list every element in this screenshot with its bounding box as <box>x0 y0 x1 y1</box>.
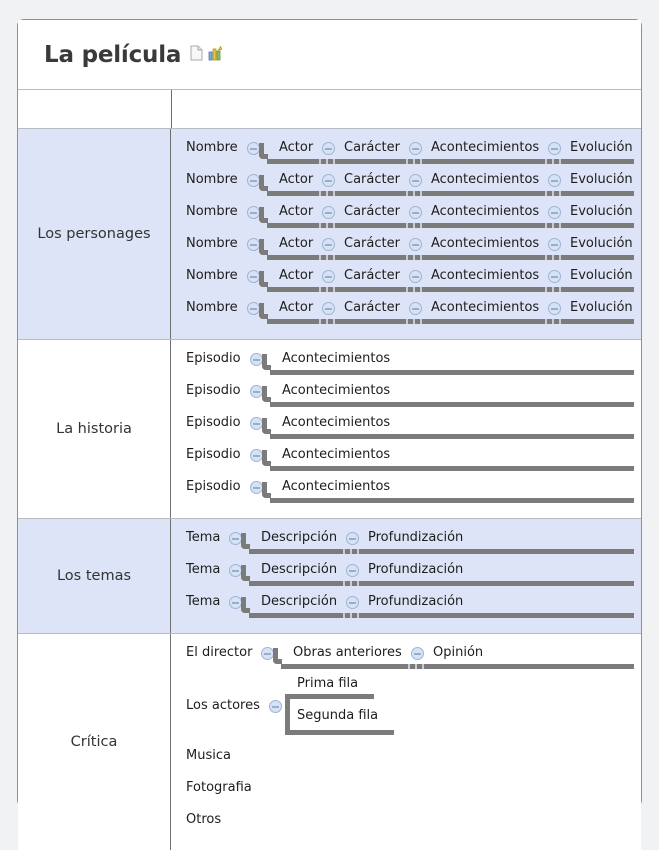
node-label: Nombre <box>186 268 238 283</box>
section-label: Crítica <box>18 634 171 850</box>
bar-segment-gap <box>333 191 335 196</box>
bar-segment-gap <box>350 581 352 586</box>
bar-segment-gap <box>559 159 561 164</box>
section-label: Los personages <box>18 129 171 339</box>
node-row <box>171 171 641 199</box>
node-row <box>171 299 641 327</box>
node-row <box>171 644 641 672</box>
node-label: Opinión <box>433 645 484 660</box>
collapse-toggle-icon[interactable] <box>548 206 561 219</box>
bar-segment-gap <box>559 255 561 260</box>
collapse-toggle-icon[interactable] <box>548 302 561 315</box>
node-label: Tema <box>186 530 221 545</box>
bar-segment-gap <box>559 223 561 228</box>
node-bar <box>267 319 634 324</box>
elbow-connector <box>261 446 273 468</box>
collapse-toggle-icon[interactable] <box>409 206 422 219</box>
node-label: Descripción <box>261 594 338 609</box>
node-label: Nombre <box>186 172 238 187</box>
elbow-connector <box>240 529 252 551</box>
node-bar <box>249 581 634 586</box>
node-row <box>171 203 641 231</box>
elbow-connector <box>272 644 284 666</box>
node-label: Tema <box>186 562 221 577</box>
section-list <box>18 129 641 850</box>
node-label: Carácter <box>344 204 400 219</box>
node-row <box>171 676 641 738</box>
bar-segment-gap <box>559 319 561 324</box>
bar-segment-gap <box>326 287 328 292</box>
node-bar <box>281 664 634 669</box>
collapse-toggle-icon[interactable] <box>409 174 422 187</box>
bar-segment-gap <box>545 287 547 292</box>
elbow-connector <box>258 139 270 161</box>
bar-segment-gap <box>319 287 321 292</box>
elbow-connector <box>261 382 273 404</box>
bar-segment-gap <box>559 287 561 292</box>
bar-chart-icon[interactable] <box>208 46 223 65</box>
bar-segment-gap <box>326 319 328 324</box>
node-label: Obras anteriores <box>293 645 402 660</box>
node-label: Nombre <box>186 140 238 155</box>
bar-segment-gap <box>415 664 417 669</box>
bar-segment-gap <box>326 255 328 260</box>
node-label: Acontecimientos <box>282 383 391 398</box>
bar-segment-gap <box>420 191 422 196</box>
bar-segment-gap <box>545 223 547 228</box>
bar-segment-gap <box>406 223 408 228</box>
node-label: Acontecimientos <box>282 415 391 430</box>
node-row <box>171 561 641 589</box>
node-label: Evolución <box>570 204 633 219</box>
node-label: Profundización <box>368 562 464 577</box>
bar-segment-gap <box>357 581 359 586</box>
node-row <box>171 414 641 442</box>
node-label: Carácter <box>344 236 400 251</box>
node-row <box>171 778 641 800</box>
branch-trunk <box>285 698 290 734</box>
node-label: Otros <box>186 812 222 827</box>
bar-segment-gap <box>343 549 345 554</box>
branch-bar <box>285 730 394 735</box>
node-row <box>171 810 641 832</box>
bar-segment-gap <box>406 287 408 292</box>
collapse-toggle-icon[interactable] <box>409 302 422 315</box>
bar-segment-gap <box>357 549 359 554</box>
node-label: Actor <box>279 268 314 283</box>
collapse-toggle-icon[interactable] <box>322 206 335 219</box>
bar-segment-gap <box>343 613 345 618</box>
node-label: Profundización <box>368 530 464 545</box>
bar-segment-gap <box>420 319 422 324</box>
table-header-row <box>18 90 641 129</box>
node-label: Nombre <box>186 236 238 251</box>
node-label: Acontecimientos <box>431 236 540 251</box>
collapse-toggle-icon[interactable] <box>322 174 335 187</box>
node-label: Acontecimientos <box>431 172 540 187</box>
collapse-toggle-icon[interactable] <box>322 270 335 283</box>
elbow-connector <box>258 267 270 289</box>
bar-segment-gap <box>326 223 328 228</box>
node-label: Acontecimientos <box>282 447 391 462</box>
bar-segment-gap <box>552 287 554 292</box>
node-label: Actor <box>279 172 314 187</box>
elbow-connector <box>240 593 252 615</box>
node-bar <box>267 223 634 228</box>
node-label: Evolución <box>570 268 633 283</box>
bar-segment-gap <box>413 319 415 324</box>
node-label: Nombre <box>186 300 238 315</box>
bar-segment-gap <box>420 255 422 260</box>
section-body <box>171 340 641 518</box>
bar-segment-gap <box>413 191 415 196</box>
header-cell-left <box>18 90 172 128</box>
collapse-toggle-icon[interactable] <box>322 142 335 155</box>
bar-segment-gap <box>326 159 328 164</box>
bar-segment-gap <box>420 159 422 164</box>
node-label: Episodio <box>186 351 241 366</box>
collapse-toggle-icon[interactable] <box>269 700 282 713</box>
section-label: Los temas <box>18 519 171 633</box>
node-label: Actor <box>279 204 314 219</box>
section-label: La historia <box>18 340 171 518</box>
bar-segment-gap <box>333 159 335 164</box>
bar-segment-gap <box>545 191 547 196</box>
bar-segment-gap <box>350 549 352 554</box>
node-label: Acontecimientos <box>431 300 540 315</box>
bar-segment-gap <box>413 223 415 228</box>
node-row <box>171 235 641 263</box>
collapse-toggle-icon[interactable] <box>411 647 424 660</box>
section-la-historia <box>18 340 641 519</box>
bar-segment-gap <box>413 287 415 292</box>
node-row <box>171 478 641 506</box>
bar-segment-gap <box>333 255 335 260</box>
node-label: Descripción <box>261 562 338 577</box>
bar-segment-gap <box>420 223 422 228</box>
node-label: Evolución <box>570 300 633 315</box>
bar-segment-gap <box>406 319 408 324</box>
bar-segment-gap <box>545 319 547 324</box>
node-bar <box>267 159 634 164</box>
bar-segment-gap <box>559 191 561 196</box>
bar-segment-gap <box>552 159 554 164</box>
node-label: Carácter <box>344 268 400 283</box>
bar-segment-gap <box>319 223 321 228</box>
node-label: Carácter <box>344 140 400 155</box>
node-label: Acontecimientos <box>282 479 391 494</box>
bar-segment-gap <box>357 613 359 618</box>
node-row <box>171 350 641 378</box>
header-cell-right <box>172 90 641 128</box>
node-label: Evolución <box>570 172 633 187</box>
collapse-toggle-icon[interactable] <box>548 238 561 251</box>
collapse-toggle-icon[interactable] <box>548 174 561 187</box>
collapse-toggle-icon[interactable] <box>548 142 561 155</box>
bar-segment-gap <box>552 255 554 260</box>
bar-segment-gap <box>406 191 408 196</box>
node-label: Evolución <box>570 236 633 251</box>
node-bar <box>270 434 634 439</box>
elbow-connector <box>261 414 273 436</box>
document-icon[interactable] <box>190 45 203 65</box>
bar-segment-gap <box>319 159 321 164</box>
node-label: Acontecimientos <box>431 204 540 219</box>
node-label: Actor <box>279 300 314 315</box>
node-label: Nombre <box>186 204 238 219</box>
bar-segment-gap <box>326 191 328 196</box>
branch-bar <box>285 694 374 699</box>
node-label: Episodio <box>186 383 241 398</box>
node-label: Carácter <box>344 172 400 187</box>
elbow-connector <box>258 171 270 193</box>
elbow-connector <box>261 478 273 500</box>
bar-segment-gap <box>406 159 408 164</box>
node-label: El director <box>186 645 253 660</box>
bar-segment-gap <box>406 255 408 260</box>
page-title: La película <box>44 41 182 68</box>
node-bar <box>267 191 634 196</box>
node-label: Descripción <box>261 530 338 545</box>
node-row <box>171 382 641 410</box>
bar-segment-gap <box>343 581 345 586</box>
title-icon-group <box>190 45 223 65</box>
node-label: Acontecimientos <box>431 140 540 155</box>
bar-segment-gap <box>413 255 415 260</box>
bar-segment-gap <box>319 191 321 196</box>
node-label: Carácter <box>344 300 400 315</box>
section-los-temas <box>18 519 641 634</box>
node-label: Musica <box>186 748 231 763</box>
bar-segment-gap <box>333 223 335 228</box>
bar-segment-gap <box>333 287 335 292</box>
branch-label: Prima fila <box>297 676 359 691</box>
elbow-connector <box>258 235 270 257</box>
node-bar <box>249 549 634 554</box>
elbow-connector <box>258 299 270 321</box>
bar-segment-gap <box>545 159 547 164</box>
node-label: Actor <box>279 236 314 251</box>
node-label: Episodio <box>186 447 241 462</box>
bar-segment-gap <box>413 159 415 164</box>
node-label: Episodio <box>186 479 241 494</box>
elbow-connector <box>258 203 270 225</box>
node-label: Actor <box>279 140 314 155</box>
node-bar <box>249 613 634 618</box>
section-body <box>171 519 641 633</box>
bar-segment-gap <box>545 255 547 260</box>
collapse-toggle-icon[interactable] <box>346 596 359 609</box>
node-bar <box>270 466 634 471</box>
node-label: Profundización <box>368 594 464 609</box>
bar-segment-gap <box>350 613 352 618</box>
node-label: Acontecimientos <box>282 351 391 366</box>
section-body <box>171 634 641 850</box>
collapse-toggle-icon[interactable] <box>346 564 359 577</box>
elbow-connector <box>261 350 273 372</box>
title-bar <box>18 20 641 90</box>
node-label: Acontecimientos <box>431 268 540 283</box>
elbow-connector <box>240 561 252 583</box>
bar-segment-gap <box>552 191 554 196</box>
document-card <box>17 19 642 827</box>
collapse-toggle-icon[interactable] <box>322 238 335 251</box>
node-bar <box>270 402 634 407</box>
bar-segment-gap <box>552 223 554 228</box>
node-bar <box>267 255 634 260</box>
node-row <box>171 746 641 768</box>
node-bar <box>270 498 634 503</box>
section-body <box>171 129 641 339</box>
node-label: Tema <box>186 594 221 609</box>
collapse-toggle-icon[interactable] <box>409 270 422 283</box>
bar-segment-gap <box>333 319 335 324</box>
node-row <box>171 139 641 167</box>
node-row <box>171 593 641 621</box>
node-label: Los actores <box>186 698 260 713</box>
node-row <box>171 529 641 557</box>
bar-segment-gap <box>408 664 410 669</box>
node-bar <box>270 370 634 375</box>
collapse-toggle-icon[interactable] <box>548 270 561 283</box>
node-label: Evolución <box>570 140 633 155</box>
section-los-personages <box>18 129 641 340</box>
bar-segment-gap <box>422 664 424 669</box>
bar-segment-gap <box>552 319 554 324</box>
collapse-toggle-icon[interactable] <box>409 238 422 251</box>
bar-segment-gap <box>420 287 422 292</box>
collapse-toggle-icon[interactable] <box>409 142 422 155</box>
bar-segment-gap <box>319 255 321 260</box>
collapse-toggle-icon[interactable] <box>346 532 359 545</box>
section-cr-tica <box>18 634 641 850</box>
node-row <box>171 446 641 474</box>
bar-segment-gap <box>319 319 321 324</box>
node-label: Episodio <box>186 415 241 430</box>
branch-label: Segunda fila <box>297 708 379 723</box>
node-bar <box>267 287 634 292</box>
node-label: Fotografia <box>186 780 252 795</box>
node-row <box>171 267 641 295</box>
collapse-toggle-icon[interactable] <box>322 302 335 315</box>
